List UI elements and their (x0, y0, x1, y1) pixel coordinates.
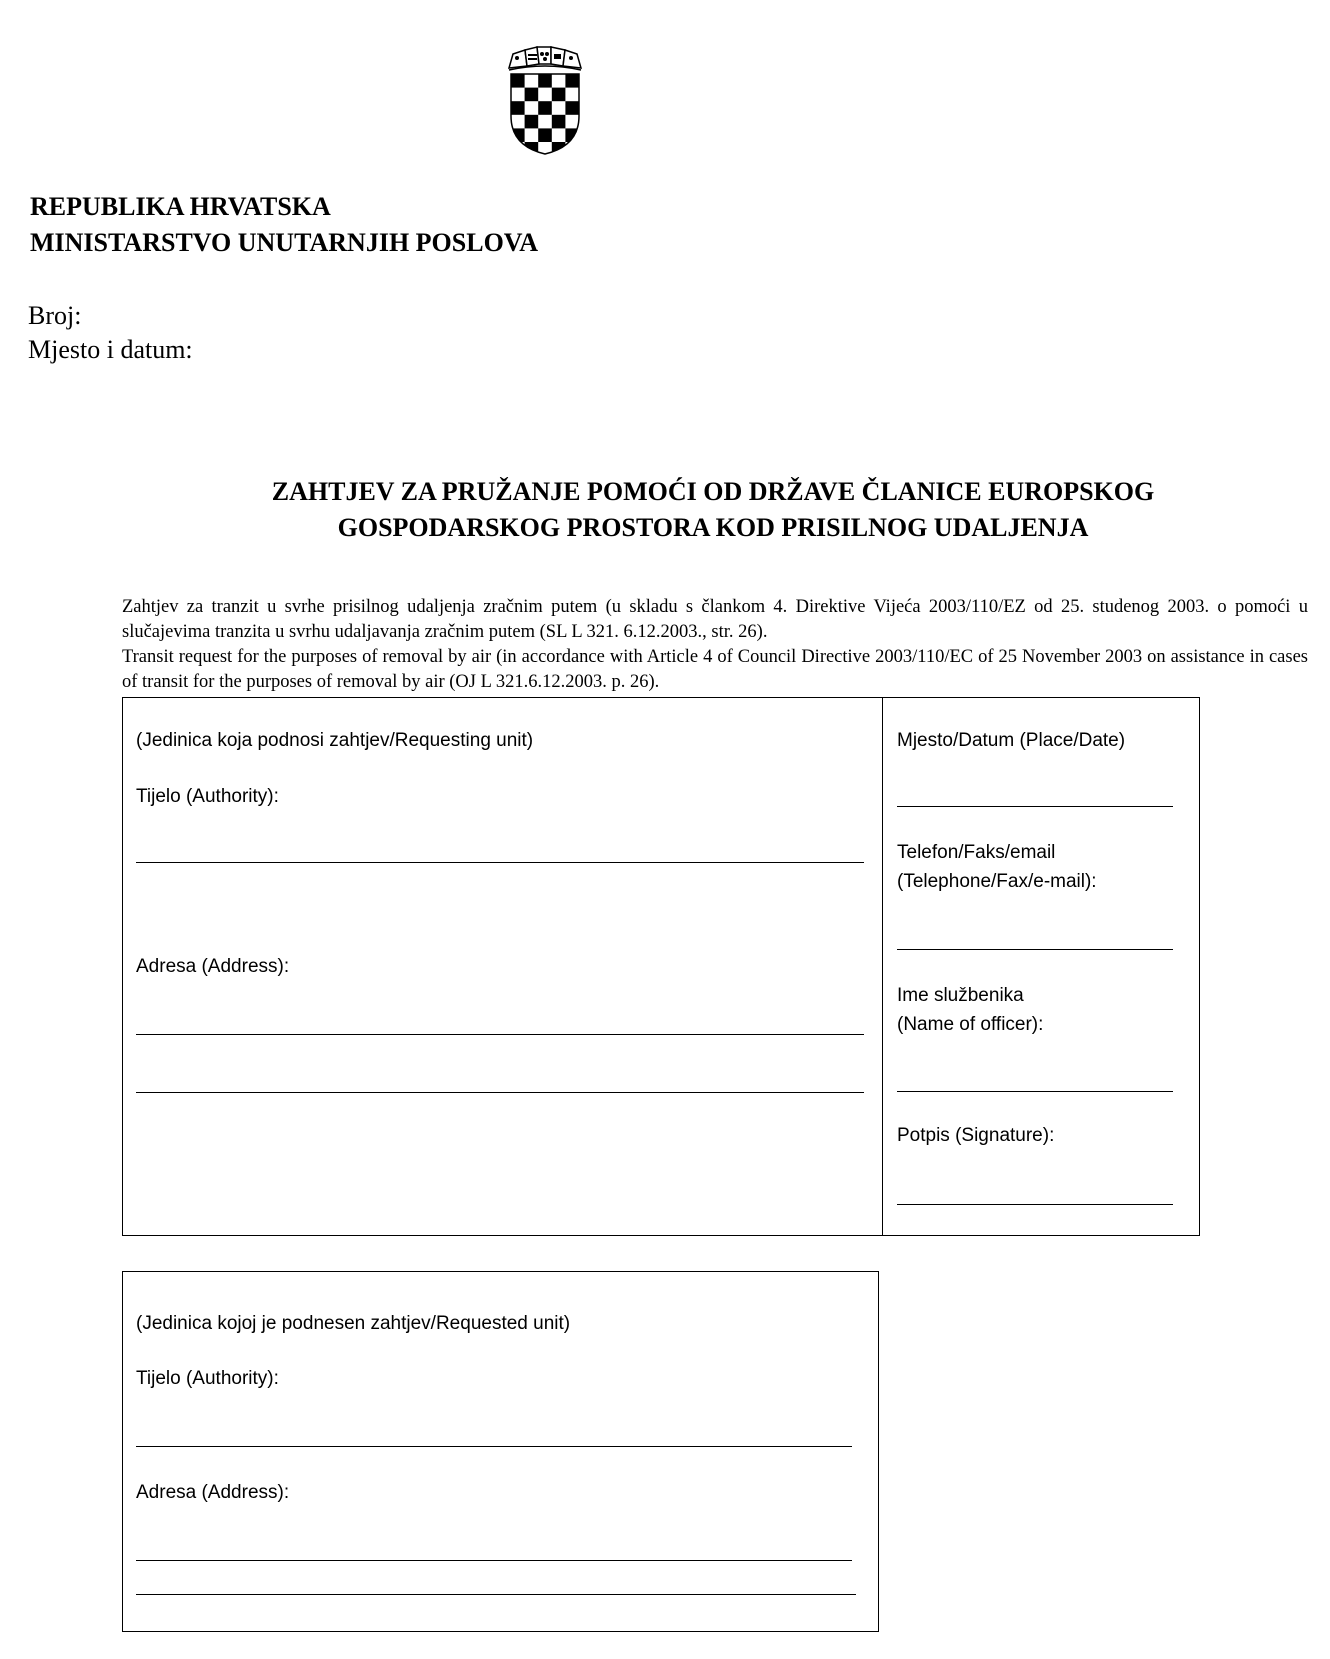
requesting-authority-label: Tijelo (Authority): (136, 786, 279, 807)
requesting-authority-field[interactable] (136, 862, 864, 863)
box-divider (882, 697, 883, 1236)
place-date-field[interactable] (897, 806, 1173, 807)
phone-field[interactable] (897, 949, 1173, 950)
requested-authority-field[interactable] (136, 1446, 852, 1447)
signature-label: Potpis (Signature): (897, 1125, 1055, 1146)
officer-label-line2: (Name of officer): (897, 1014, 1044, 1035)
requested-unit-heading: (Jedinica kojoj je podnesen zahtjev/Requested unit) (136, 1313, 571, 1334)
place-date-field-label: Mjesto/Datum (Place/Date) (897, 730, 1126, 751)
requested-address-field-1[interactable] (136, 1560, 852, 1561)
broj-label: Broj: (28, 301, 82, 330)
requested-authority-label: Tijelo (Authority): (136, 1368, 279, 1389)
requested-address-field-2[interactable] (136, 1594, 856, 1595)
requesting-address-label: Adresa (Address): (136, 956, 290, 977)
place-date-label: Mjesto i datum: (28, 335, 193, 364)
form-title-line2: GOSPODARSKOG PROSTORA KOD PRISILNOG UDALJENJA (337, 513, 1089, 542)
form-title-line1: ZAHTJEV ZA PRUŽANJE POMOĆI OD DRŽAVE ČLANICE EUROPSKOG (271, 477, 1155, 506)
intro-croatian: Zahtjev za tranzit u svrhe prisilnog udaljenja zračnim putem (u skladu s člankom 4. Direktive Vijeća 2003/110/EZ od 25. studenog 2003. o pomoći u slučajevima tranzita u svrhu udaljavanja zračnim putem (SL L 321. 6.12.2003., str. 26). (122, 597, 1308, 642)
requesting-unit-heading: (Jedinica koja podnosi zahtjev/Requesting unit) (136, 730, 534, 751)
requesting-address-field-2[interactable] (136, 1092, 864, 1093)
requesting-address-field-1[interactable] (136, 1034, 864, 1035)
coat-of-arms-icon (505, 46, 585, 156)
officer-label-line1: Ime službenika (897, 985, 1024, 1006)
header-republic: REPUBLIKA HRVATSKA (30, 192, 331, 221)
header-ministry: MINISTARSTVO UNUTARNJIH POSLOVA (30, 228, 539, 257)
officer-field[interactable] (897, 1091, 1173, 1092)
phone-label-line1: Telefon/Faks/email (897, 842, 1056, 863)
requested-address-label: Adresa (Address): (136, 1482, 290, 1503)
intro-english: Transit request for the purposes of removal by air (in accordance with Article 4 of Council Directive 2003/110/EC of 25 November 2003 on assistance in cases of transit for the purposes of removal by air (OJ L 321.6.12.2003. p. 26). (122, 647, 1308, 692)
signature-field[interactable] (897, 1204, 1173, 1205)
phone-label-line2: (Telephone/Fax/e-mail): (897, 871, 1097, 892)
